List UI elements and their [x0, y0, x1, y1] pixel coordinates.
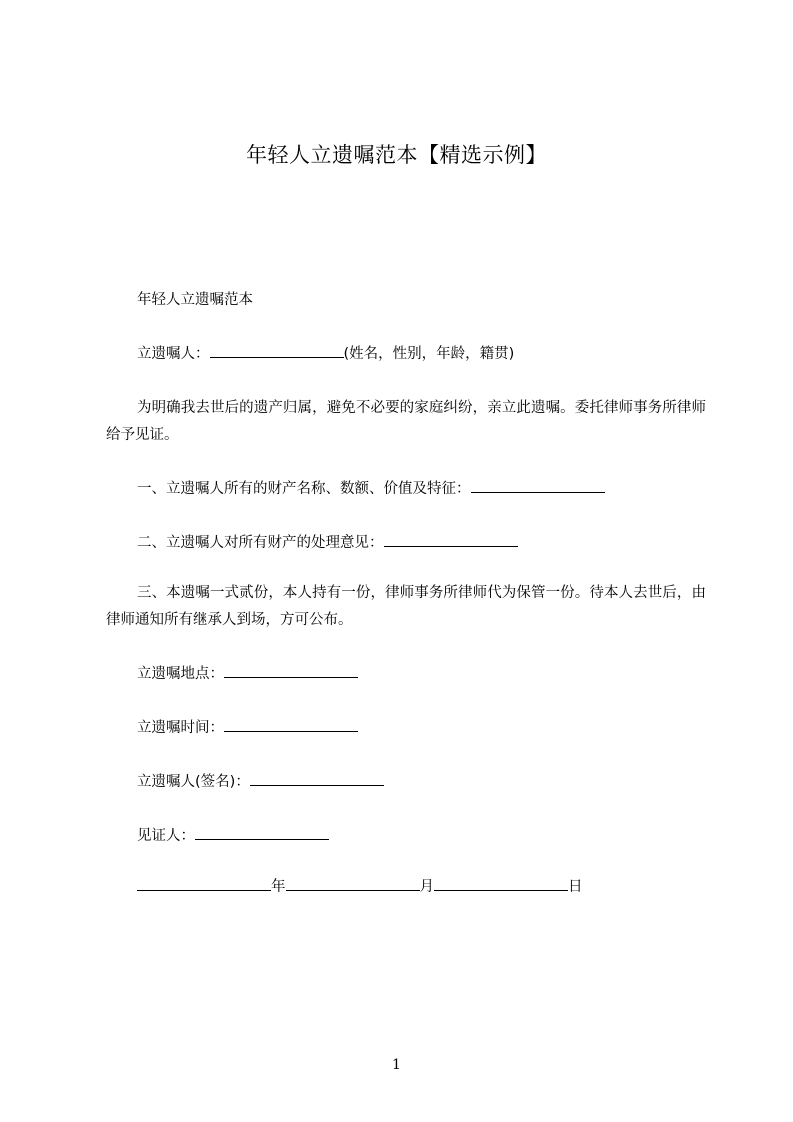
time-blank[interactable] — [224, 717, 358, 732]
clause-2-blank[interactable] — [384, 532, 518, 547]
day-blank[interactable] — [434, 876, 568, 891]
witness-blank[interactable] — [195, 825, 329, 840]
intro-paragraph: 为明确我去世后的遗产归属，避免不必要的家庭纠纷，亲立此遗嘱。委托律师事务所律师给予见证。 — [106, 400, 706, 443]
signature-label: 立遗嘱人(签名)： — [137, 774, 250, 790]
clause-2-line — [137, 530, 518, 557]
clause-3-paragraph: 三、本遗嘱一式贰份，本人持有一份，律师事务所律师代为保管一份。待本人去世后，由律师通知所有继承人到场，方可公布。 — [106, 585, 706, 628]
clause-1-blank[interactable] — [471, 478, 605, 493]
testator-label: 立遗嘱人： — [137, 346, 210, 362]
year-blank[interactable] — [137, 876, 271, 891]
date-year-label: 年 — [271, 879, 286, 895]
document-subtitle: 年轻人立遗嘱范本 — [137, 292, 253, 308]
date-day-label: 日 — [568, 879, 583, 895]
witness-line — [137, 823, 329, 850]
clause-1-line — [137, 476, 605, 503]
month-blank[interactable] — [286, 876, 420, 891]
testator-line — [137, 341, 514, 368]
date-month-label: 月 — [419, 879, 434, 895]
testator-blank[interactable] — [210, 343, 344, 358]
document-title: 年轻人立遗嘱范本【精选示例】 — [246, 143, 547, 167]
testator-note: (姓名，性别，年龄，籍贯) — [343, 346, 515, 362]
place-label: 立遗嘱地点： — [137, 666, 224, 682]
signature-blank[interactable] — [250, 771, 384, 786]
place-line — [137, 661, 358, 688]
time-label: 立遗嘱时间： — [137, 720, 224, 736]
clause-2-text: 二、立遗嘱人对所有财产的处理意见： — [137, 535, 384, 551]
signature-line — [137, 769, 384, 796]
page-number: 1 — [392, 1057, 401, 1073]
place-blank[interactable] — [224, 663, 358, 678]
witness-label: 见证人： — [137, 828, 195, 844]
time-line — [137, 715, 358, 742]
clause-1-text: 一、立遗嘱人所有的财产名称、数额、价值及特征： — [137, 481, 471, 497]
date-line — [137, 874, 583, 901]
